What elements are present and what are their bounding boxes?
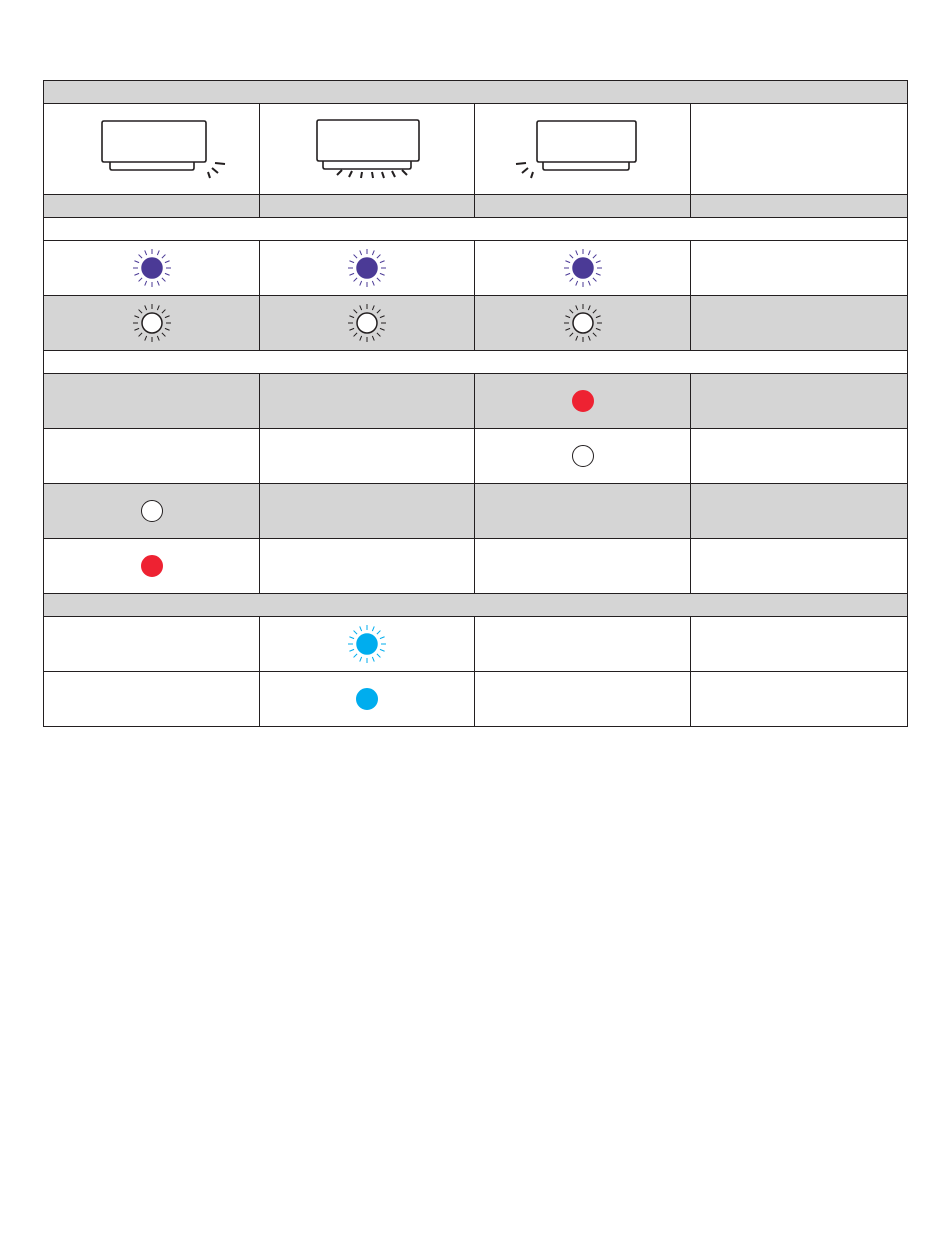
- light-ray: [575, 305, 577, 310]
- light-ray: [138, 310, 142, 314]
- light-ray: [595, 316, 600, 318]
- light-ray: [592, 255, 596, 259]
- empty-cell: [691, 672, 908, 727]
- purple-blinking-indicator-cell: [260, 241, 475, 296]
- light-ray: [377, 333, 381, 337]
- empty-cell: [44, 374, 260, 429]
- light-ray: [377, 278, 381, 282]
- light-ray: [354, 278, 358, 282]
- empty-cell: [691, 484, 908, 539]
- white-solid-indicator: [572, 445, 594, 467]
- light-ray: [360, 250, 362, 255]
- empty-cell: [44, 617, 260, 672]
- cyan-blinking-indicator: [347, 624, 387, 664]
- light-ray: [354, 654, 358, 658]
- light-ray: [372, 281, 374, 286]
- column-label-1: [44, 195, 260, 218]
- light-ray: [134, 273, 139, 275]
- light-ray: [144, 336, 146, 341]
- table-title-band: [44, 81, 908, 104]
- white-blinking-indicator: [132, 303, 172, 343]
- light-ray: [372, 250, 374, 255]
- empty-cell: [691, 429, 908, 484]
- empty-cell: [475, 484, 691, 539]
- column-label-4: [691, 195, 908, 218]
- red-solid-indicator: [141, 555, 163, 577]
- light-ray: [588, 305, 590, 310]
- light-ray: [134, 261, 139, 263]
- light-ray: [360, 336, 362, 341]
- empty-cell: [691, 617, 908, 672]
- light-ray: [380, 328, 385, 330]
- light-ray: [372, 336, 374, 341]
- light-ray: [588, 281, 590, 286]
- purple-blinking-indicator: [132, 248, 172, 288]
- light-ray: [595, 261, 600, 263]
- light-ray: [144, 305, 146, 310]
- column-label-3: [475, 195, 691, 218]
- light-ray: [138, 255, 142, 259]
- empty-cell: [260, 374, 475, 429]
- light-ray: [354, 310, 358, 314]
- empty-cell: [260, 484, 475, 539]
- light-ray: [161, 333, 165, 337]
- light-ray: [157, 305, 159, 310]
- light-ray: [380, 261, 385, 263]
- white-blinking-indicator: [563, 303, 603, 343]
- light-ray: [569, 310, 573, 314]
- light-ray: [372, 305, 374, 310]
- light-ray: [157, 281, 159, 286]
- light-ray: [380, 273, 385, 275]
- purple-blinking-indicator: [563, 248, 603, 288]
- light-ray: [377, 631, 381, 635]
- light-ray: [164, 261, 169, 263]
- red-solid-indicator-cell: [475, 374, 691, 429]
- empty-cell: [44, 429, 260, 484]
- light-ray: [595, 273, 600, 275]
- white-solid-indicator-cell: [44, 484, 260, 539]
- light-ray: [354, 631, 358, 635]
- light-core: [142, 258, 162, 278]
- light-core: [573, 258, 593, 278]
- light-ray: [349, 637, 354, 639]
- empty-cell: [691, 539, 908, 594]
- light-ray: [592, 333, 596, 337]
- light-ray: [349, 316, 354, 318]
- light-ray: [569, 278, 573, 282]
- light-ray: [565, 316, 570, 318]
- white-blinking-indicator-cell: [44, 296, 260, 351]
- light-ray: [138, 333, 142, 337]
- light-ray: [595, 328, 600, 330]
- light-ray: [349, 261, 354, 263]
- empty-cell: [691, 296, 908, 351]
- light-core: [357, 634, 377, 654]
- device-lights-bottom-cell: [260, 104, 475, 195]
- light-ray: [592, 310, 596, 314]
- light-ray: [588, 250, 590, 255]
- light-ray: [164, 273, 169, 275]
- section-3-header: [44, 594, 908, 617]
- light-ray: [360, 626, 362, 631]
- empty-cell: [691, 374, 908, 429]
- light-ray: [565, 273, 570, 275]
- light-ray: [157, 336, 159, 341]
- device-lights-left-icon: [475, 104, 691, 189]
- white-blinking-indicator: [347, 303, 387, 343]
- empty-cell: [475, 672, 691, 727]
- cyan-blinking-indicator-cell: [260, 617, 475, 672]
- purple-blinking-indicator-cell: [44, 241, 260, 296]
- white-blinking-indicator-cell: [475, 296, 691, 351]
- cyan-solid-indicator-cell: [260, 672, 475, 727]
- red-solid-indicator-cell: [44, 539, 260, 594]
- cyan-solid-indicator: [356, 688, 378, 710]
- light-ray: [565, 328, 570, 330]
- light-core: [357, 313, 377, 333]
- light-core: [142, 313, 162, 333]
- white-solid-indicator-cell: [475, 429, 691, 484]
- purple-blinking-indicator: [347, 248, 387, 288]
- light-ray: [161, 255, 165, 259]
- light-ray: [377, 255, 381, 259]
- light-ray: [380, 316, 385, 318]
- light-ray: [588, 336, 590, 341]
- light-core: [357, 258, 377, 278]
- light-ray: [380, 637, 385, 639]
- white-blinking-indicator-cell: [260, 296, 475, 351]
- empty-cell: [475, 617, 691, 672]
- light-ray: [360, 305, 362, 310]
- light-ray: [372, 657, 374, 662]
- light-ray: [138, 278, 142, 282]
- light-ray: [164, 328, 169, 330]
- light-ray: [360, 281, 362, 286]
- column-label-2: [260, 195, 475, 218]
- empty-cell: [475, 539, 691, 594]
- light-ray: [569, 333, 573, 337]
- empty-cell: [260, 429, 475, 484]
- empty-cell: [44, 672, 260, 727]
- section-2-header: [44, 351, 908, 374]
- device-lights-right-cell: [44, 104, 260, 195]
- empty-cell: [260, 539, 475, 594]
- light-ray: [592, 278, 596, 282]
- light-ray: [161, 278, 165, 282]
- light-ray: [157, 250, 159, 255]
- light-ray: [144, 250, 146, 255]
- light-ray: [164, 316, 169, 318]
- section-1-header: [44, 218, 908, 241]
- light-ray: [360, 657, 362, 662]
- light-ray: [377, 310, 381, 314]
- light-ray: [380, 649, 385, 651]
- device-lights-bottom-icon: [260, 104, 475, 189]
- light-ray: [349, 273, 354, 275]
- light-ray: [569, 255, 573, 259]
- light-ray: [144, 281, 146, 286]
- light-ray: [354, 255, 358, 259]
- light-ray: [134, 316, 139, 318]
- light-ray: [575, 250, 577, 255]
- led-status-table: [43, 80, 908, 727]
- light-ray: [575, 336, 577, 341]
- light-ray: [377, 654, 381, 658]
- light-core: [573, 313, 593, 333]
- light-ray: [565, 261, 570, 263]
- device-lights-right-icon: [44, 104, 260, 189]
- light-ray: [349, 328, 354, 330]
- white-solid-indicator: [141, 500, 163, 522]
- purple-blinking-indicator-cell: [475, 241, 691, 296]
- empty-image-cell: [691, 104, 908, 195]
- light-ray: [372, 626, 374, 631]
- light-ray: [575, 281, 577, 286]
- light-ray: [134, 328, 139, 330]
- light-ray: [349, 649, 354, 651]
- red-solid-indicator: [572, 390, 594, 412]
- light-ray: [161, 310, 165, 314]
- empty-cell: [691, 241, 908, 296]
- device-lights-left-cell: [475, 104, 691, 195]
- light-ray: [354, 333, 358, 337]
